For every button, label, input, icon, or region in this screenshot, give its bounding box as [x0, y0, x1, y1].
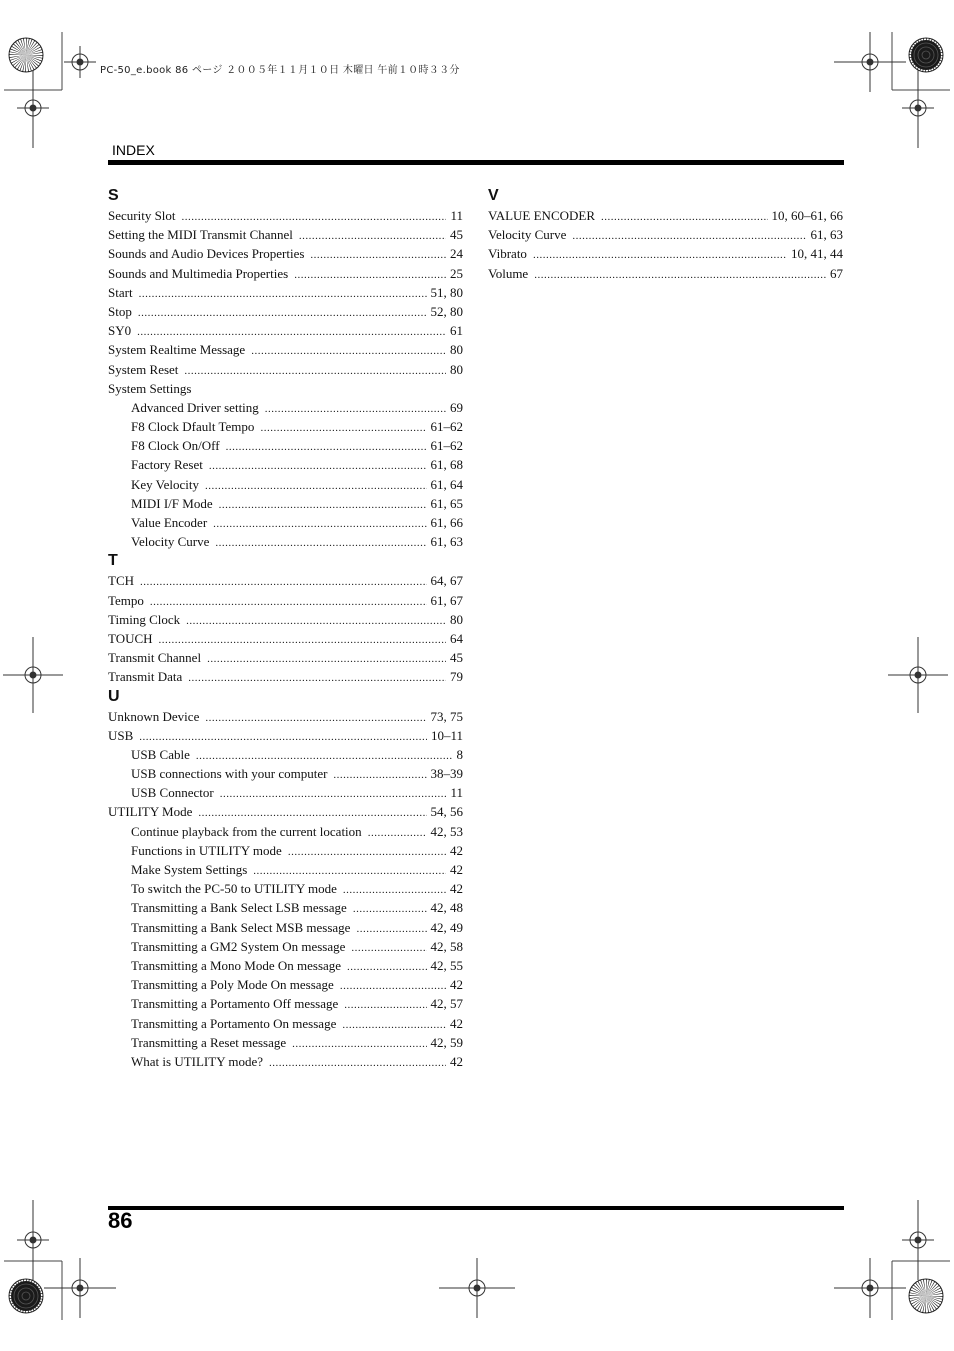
index-pages: 52, 80	[430, 303, 463, 319]
index-term: Transmitting a Mono Mode On message	[131, 957, 342, 973]
index-term: System Settings	[108, 380, 192, 396]
index-term: Unknown Device	[108, 708, 200, 724]
index-term: USB Connector	[131, 785, 214, 801]
index-term: TCH	[108, 573, 134, 589]
index-pages: 42	[450, 977, 463, 993]
index-letter-u: U	[108, 687, 120, 705]
index-pages: 64	[450, 630, 463, 646]
index-pages: 45	[450, 650, 463, 666]
index-pages: 42	[450, 1053, 463, 1069]
index-term: Transmitting a GM2 System On message	[131, 938, 346, 954]
index-term: Continue playback from the current location	[131, 823, 362, 839]
index-pages: 42	[450, 1015, 463, 1031]
index-term: Transmitting a Portamento On message	[131, 1015, 337, 1031]
index-term: Timing Clock	[108, 611, 181, 627]
index-pages: 42, 49	[430, 919, 463, 935]
index-pages: 25	[450, 265, 463, 281]
registration-wheel	[909, 1279, 943, 1313]
registration-wheel	[9, 38, 43, 72]
index-pages: 69	[450, 399, 463, 415]
index-term: Transmit Channel	[108, 650, 202, 666]
index-term: Vibrato	[488, 246, 527, 262]
print-header: PC-50_e.book 86 ページ ２００５年１１月１０日 木曜日 午前１０時３３分	[100, 65, 460, 76]
page-number: 86	[108, 1208, 133, 1233]
index-pages: 64, 67	[430, 573, 463, 589]
index-term: Transmitting a Bank Select LSB message	[131, 900, 347, 916]
index-term: Functions in UTILITY mode	[131, 842, 282, 858]
registration-wheel	[9, 1279, 43, 1313]
index-term: USB connections with your computer	[131, 766, 328, 782]
index-term: Stop	[108, 303, 132, 319]
index-pages: 10–11	[430, 727, 463, 743]
index-pages: 54, 56	[430, 804, 463, 820]
index-term: Transmitting a Poly Mode On message	[131, 977, 334, 993]
index-term: What is UTILITY mode?	[131, 1053, 263, 1069]
index-term: To switch the PC-50 to UTILITY mode	[131, 881, 337, 897]
index-term: F8 Clock Dfault Tempo	[131, 419, 255, 435]
index-term: Value Encoder	[131, 515, 208, 530]
index-pages: 80	[450, 611, 463, 627]
index-pages: 42	[450, 881, 463, 897]
index-term: Start	[108, 284, 133, 300]
index-pages: 38–39	[430, 766, 463, 782]
index-term: TOUCH	[108, 630, 153, 646]
index-pages: 24	[450, 246, 463, 262]
index-term: Tempo	[108, 592, 144, 608]
registration-targets	[3, 32, 948, 1318]
index-term: Sounds and Multimedia Properties	[108, 265, 289, 281]
index-term: Transmitting a Reset message	[131, 1034, 287, 1050]
index-pages: 42, 59	[430, 1034, 463, 1050]
index-term: Transmitting a Bank Select MSB message	[131, 919, 351, 935]
index-term: UTILITY Mode	[108, 804, 193, 820]
index-pages: 61	[450, 323, 463, 339]
index-pages: 42	[450, 862, 463, 877]
index-term: System Realtime Message	[108, 342, 246, 358]
index-term: Security Slot	[108, 208, 176, 223]
section-label: INDEX	[112, 142, 155, 158]
index-pages: 61, 65	[430, 495, 463, 511]
index-pages: 11	[450, 208, 463, 223]
index-pages: 42	[450, 842, 463, 858]
index-pages: 11	[450, 785, 463, 801]
index-pages: 61, 68	[430, 457, 463, 473]
index-term: MIDI I/F Mode	[131, 495, 213, 511]
index-pages: 61, 66	[430, 515, 463, 530]
registration-wheels	[9, 38, 943, 1313]
index-pages: 79	[450, 669, 463, 685]
index-term: F8 Clock On/Off	[131, 438, 220, 454]
index-pages: 80	[450, 342, 463, 358]
index-pages: 61–62	[430, 438, 463, 454]
index-letter-s: S	[108, 187, 119, 204]
index-pages: 10, 60–61, 66	[771, 208, 843, 223]
index-pages: 51, 80	[430, 284, 463, 300]
index-pages: 42, 53	[430, 823, 463, 839]
index-term: Transmit Data	[108, 669, 183, 685]
index-pages: 42, 58	[430, 938, 463, 954]
index-term: Advanced Driver setting	[131, 399, 259, 415]
index-letter-v: V	[488, 187, 499, 204]
index-term: Factory Reset	[131, 457, 203, 473]
index-term: USB	[108, 727, 134, 743]
index-pages: 42, 48	[430, 900, 463, 916]
index-pages: 61–62	[430, 419, 463, 435]
index-pages: 42, 55	[430, 957, 463, 973]
index-pages: 73, 75	[430, 708, 463, 724]
index-pages: 42, 57	[430, 996, 463, 1012]
index-term: Volume	[488, 265, 529, 281]
index-term: Velocity Curve	[131, 534, 210, 550]
index-term: SY0	[108, 323, 132, 339]
index-pages: 61, 63	[810, 227, 843, 243]
index-pages: 67	[830, 265, 843, 281]
index-term: VALUE ENCODER	[488, 208, 596, 223]
index-pages: 61, 63	[430, 534, 463, 550]
index-pages: 61, 67	[430, 592, 463, 608]
index-pages: 10, 41, 44	[791, 246, 843, 262]
index-term: Make System Settings	[131, 862, 248, 877]
index-term: Velocity Curve	[488, 227, 567, 243]
index-letter-t: T	[108, 552, 118, 570]
registration-wheel	[909, 38, 943, 72]
index-term: USB Cable	[131, 746, 190, 762]
index-pages: 8	[456, 746, 463, 762]
index-term: System Reset	[108, 361, 179, 377]
index-term: Sounds and Audio Devices Properties	[108, 246, 305, 262]
index-term: Setting the MIDI Transmit Channel	[108, 227, 293, 243]
index-pages: 61, 64	[430, 476, 463, 492]
index-pages: 80	[450, 361, 463, 377]
index-term: Key Velocity	[131, 476, 199, 492]
index-pages: 45	[450, 227, 463, 243]
index-term: Transmitting a Portamento Off message	[131, 996, 339, 1012]
